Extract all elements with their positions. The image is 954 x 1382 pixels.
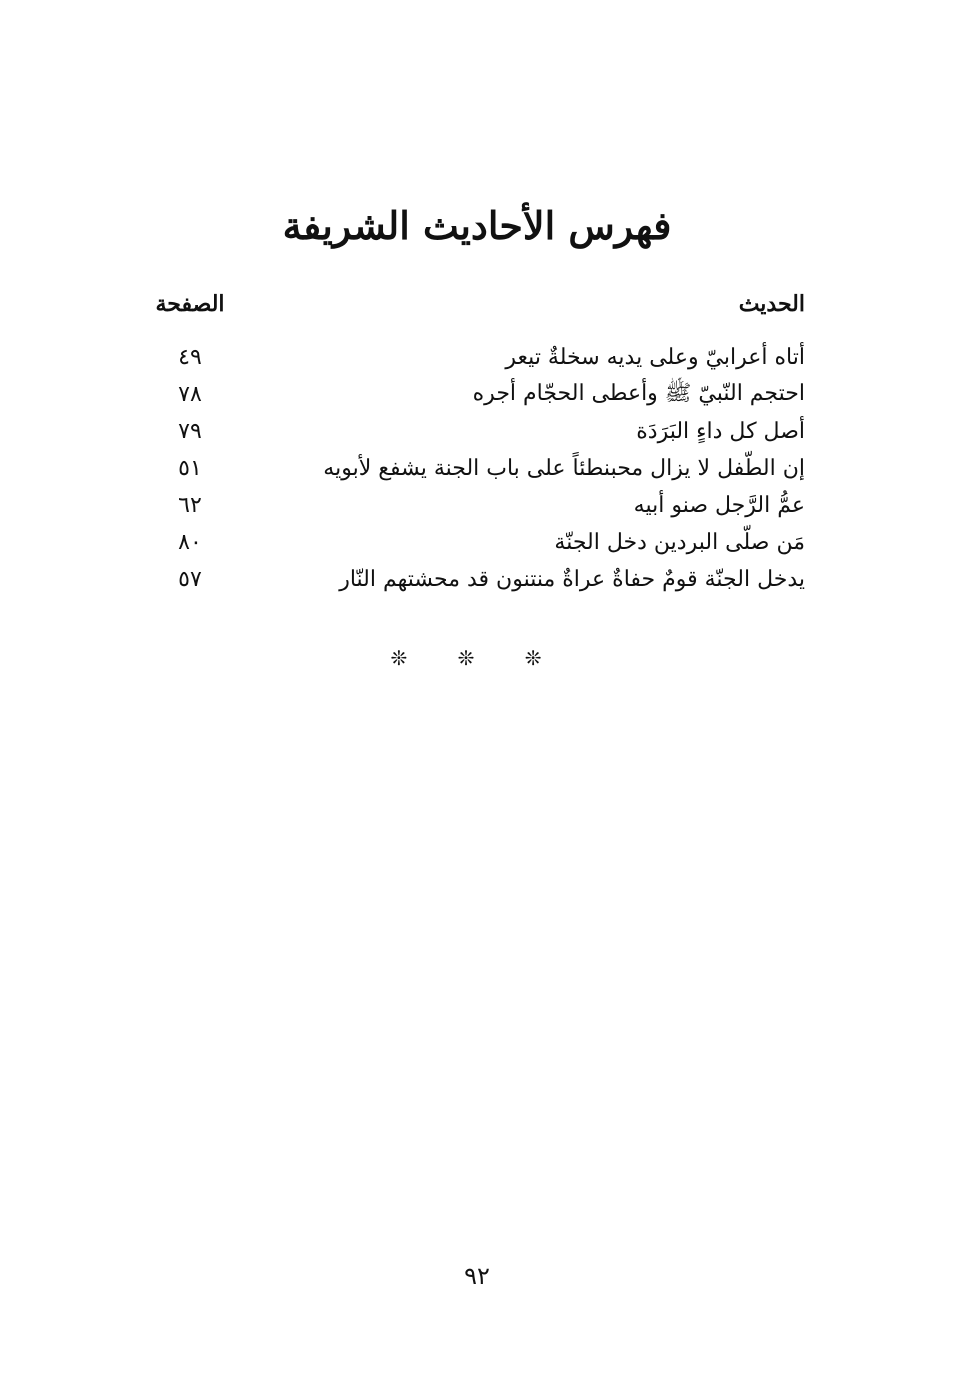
hadith-column-header: الحديث <box>738 291 805 317</box>
table-row <box>150 376 805 413</box>
page-ref: ٥١ <box>178 456 202 481</box>
hadith-index-table <box>150 285 805 598</box>
hadith-text: احتجم النّبيّ ﷺ وأعطى الحجّام أجره <box>472 380 805 406</box>
page-ref: ٨٠ <box>178 530 202 555</box>
table-row <box>150 339 805 376</box>
page-title: فهرس الأحاديث الشريفة <box>282 203 672 248</box>
hadith-text: أصل كل داءٍ البَرَدَة <box>636 419 805 444</box>
page-ref: ٥٧ <box>178 567 202 592</box>
page-column-header: الصفحة <box>155 291 225 317</box>
table-row <box>150 450 805 487</box>
hadith-text: يدخل الجنّة قومٌ حفاةٌ عراةٌ منتنون قد محشتهم النّار <box>339 567 805 592</box>
table-row <box>150 413 805 450</box>
section-separator-asterisks: ❊ ❊ ❊ <box>390 646 564 670</box>
page-number: ٩٢ <box>464 1262 490 1290</box>
hadith-text: إن الطّفل لا يزال محبنطئاً على باب الجنة يشفع لأبويه <box>323 456 805 481</box>
hadith-text: أتاه أعرابيّ وعلى يديه سخلةٌ تيعر <box>505 345 805 370</box>
table-row <box>150 561 805 598</box>
page-ref: ٤٩ <box>178 345 202 370</box>
page-ref: ٧٩ <box>178 419 202 444</box>
page-ref: ٧٨ <box>178 382 202 407</box>
hadith-text: مَن صلّى البردين دخل الجنّة <box>554 530 805 555</box>
table-header <box>150 285 805 323</box>
table-row <box>150 487 805 524</box>
page-ref: ٦٢ <box>178 493 202 518</box>
hadith-text: عمُّ الرَّجل صنو أبيه <box>633 493 805 518</box>
table-row <box>150 524 805 561</box>
